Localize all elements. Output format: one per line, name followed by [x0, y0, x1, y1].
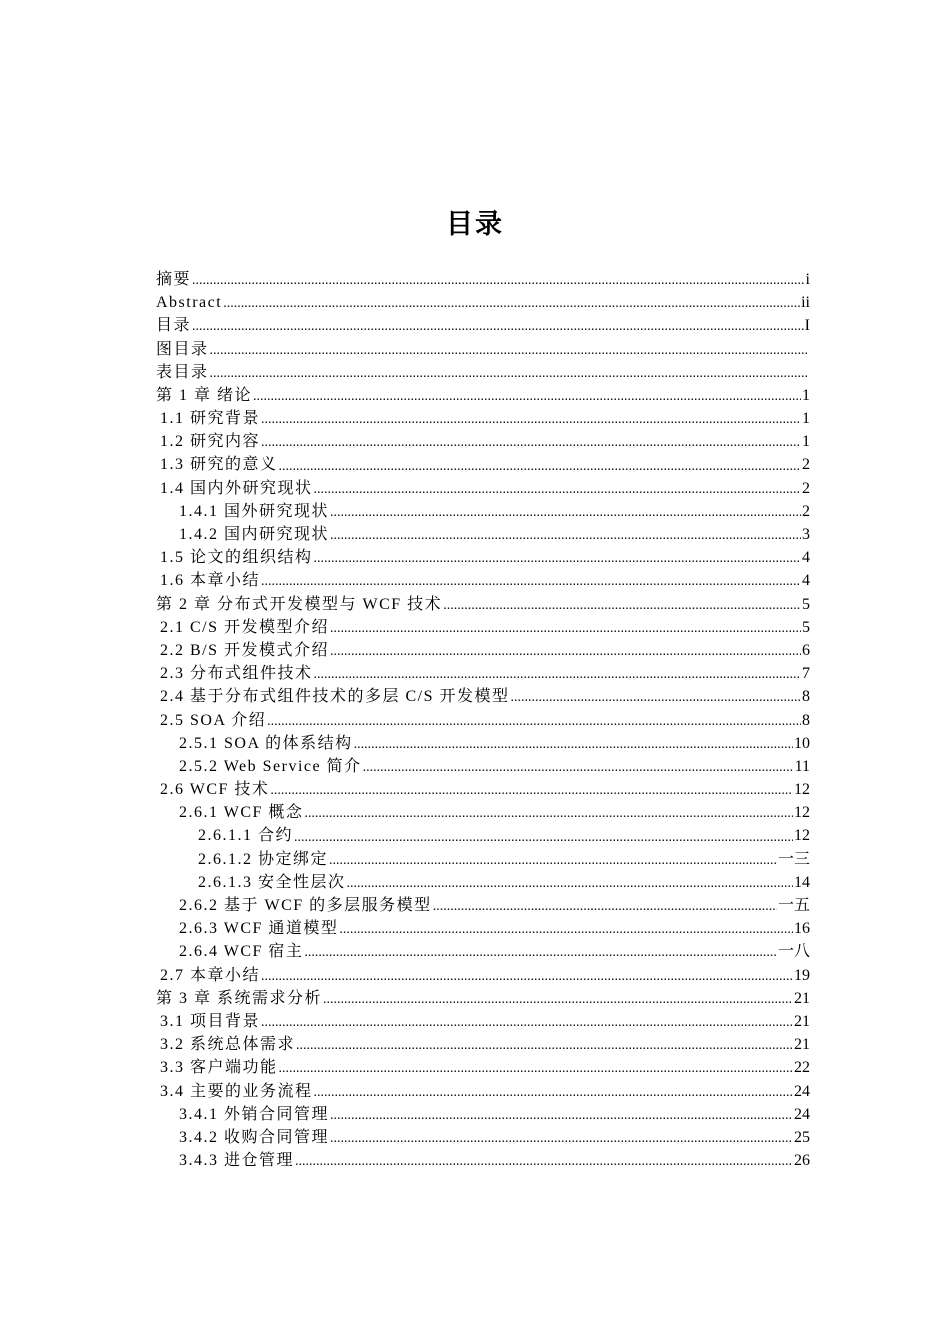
toc-entry-page-number: 12 [794, 827, 810, 845]
toc-dot-leader [314, 1080, 793, 1103]
toc-entry[interactable] [156, 801, 810, 824]
toc-entry-label: 2.5 SOA 介绍 [160, 711, 267, 729]
toc-dot-leader [270, 778, 793, 801]
table-of-contents [156, 268, 810, 1172]
toc-entry-label: 2.6.1.2 协定绑定 [198, 850, 329, 868]
toc-entry[interactable] [156, 314, 810, 337]
toc-entry[interactable] [156, 732, 810, 755]
toc-dot-leader [253, 384, 801, 407]
toc-entry-page-number: 12 [794, 804, 810, 822]
toc-entry-page-number: 一五 [777, 897, 810, 915]
toc-entry-label: 1.3 研究的意义 [160, 456, 278, 474]
toc-dot-leader [295, 1149, 793, 1172]
toc-entry[interactable] [156, 778, 810, 801]
toc-entry[interactable] [156, 593, 810, 616]
toc-entry-page-number: 21 [794, 1036, 810, 1054]
toc-dot-leader [433, 894, 777, 917]
toc-dot-leader [323, 987, 793, 1010]
toc-dot-leader [314, 546, 801, 569]
toc-dot-leader [304, 801, 793, 824]
toc-entry-page-number: 25 [794, 1128, 810, 1146]
toc-dot-leader [261, 569, 801, 592]
toc-entry[interactable] [156, 500, 810, 523]
toc-entry[interactable] [156, 1126, 810, 1149]
toc-entry[interactable] [156, 430, 810, 453]
toc-entry-page-number: 8 [802, 711, 810, 729]
toc-entry-label: 1.5 论文的组织结构 [160, 549, 313, 567]
toc-entry-label: 1.1 研究背景 [160, 410, 261, 428]
toc-dot-leader [294, 825, 793, 848]
toc-dot-leader [279, 454, 801, 477]
toc-entry[interactable] [156, 685, 810, 708]
toc-entry-label: 3.2 系统总体需求 [160, 1036, 296, 1054]
toc-entry-page-number: 1 [802, 386, 810, 404]
toc-entry-page-number: 一八 [777, 943, 810, 961]
toc-entry[interactable] [156, 569, 810, 592]
toc-entry-page-number: 22 [794, 1059, 810, 1077]
toc-entry[interactable] [156, 639, 810, 662]
toc-entry[interactable] [156, 825, 810, 848]
toc-dot-leader [330, 616, 801, 639]
toc-dot-leader [267, 709, 801, 732]
toc-dot-leader [210, 361, 809, 384]
toc-entry-page-number: 12 [794, 781, 810, 799]
toc-entry-page-number: 1 [802, 433, 810, 451]
toc-dot-leader [330, 1103, 793, 1126]
toc-entry[interactable] [156, 384, 810, 407]
toc-dot-leader [261, 964, 793, 987]
toc-dot-leader [354, 732, 793, 755]
toc-dot-leader [511, 685, 801, 708]
toc-dot-leader [261, 407, 801, 430]
toc-entry-page-number: 14 [794, 873, 810, 891]
toc-entry-page-number: 21 [794, 989, 810, 1007]
toc-entry-page-number: 一三 [777, 850, 810, 868]
toc-entry[interactable] [156, 709, 810, 732]
toc-entry[interactable] [156, 1103, 810, 1126]
toc-dot-leader [443, 593, 801, 616]
toc-dot-leader [261, 1010, 793, 1033]
toc-entry-label: 2.6.1 WCF 概念 [179, 804, 304, 822]
toc-entry-label: 图目录 [156, 340, 209, 358]
toc-dot-leader [330, 523, 801, 546]
toc-entry-label: 3.1 项目背景 [160, 1012, 261, 1030]
toc-entry-label: 1.4.1 国外研究现状 [179, 502, 330, 520]
toc-entry[interactable] [156, 1010, 810, 1033]
toc-entry-label: 1.4.2 国内研究现状 [179, 526, 330, 544]
toc-entry-page-number: ii [801, 294, 810, 312]
toc-entry-label: 1.6 本章小结 [160, 572, 261, 590]
toc-dot-leader [339, 917, 793, 940]
toc-entry-label: 2.5.2 Web Service 简介 [179, 757, 362, 775]
toc-entry-label: 2.6.1.1 合约 [198, 827, 294, 845]
toc-entry-label: 2.7 本章小结 [160, 966, 261, 984]
toc-dot-leader [330, 639, 801, 662]
toc-entry-label: 3.4 主要的业务流程 [160, 1082, 313, 1100]
toc-entry-label: 2.6.1.3 安全性层次 [198, 873, 346, 891]
toc-entry[interactable] [156, 268, 810, 291]
toc-entry-page-number: 5 [802, 618, 810, 636]
toc-dot-leader [347, 871, 793, 894]
toc-entry[interactable] [156, 338, 810, 361]
toc-entry-label: 目录 [156, 317, 192, 335]
toc-entry[interactable] [156, 755, 810, 778]
toc-entry-label: 2.6 WCF 技术 [160, 781, 270, 799]
toc-entry-page-number: I [804, 317, 810, 335]
toc-entry-page-number: 5 [802, 595, 810, 613]
toc-entry[interactable] [156, 523, 810, 546]
toc-entry-page-number: 16 [794, 920, 810, 938]
toc-entry-page-number: 19 [794, 966, 810, 984]
toc-dot-leader [223, 291, 800, 314]
toc-entry-page-number: 11 [794, 757, 810, 775]
toc-entry-label: 1.4 国内外研究现状 [160, 479, 313, 497]
toc-entry-label: 表目录 [156, 363, 209, 381]
toc-entry[interactable] [156, 1149, 810, 1172]
toc-dot-leader [314, 477, 801, 500]
toc-entry-page-number: 3 [802, 526, 810, 544]
toc-entry-page-number: 26 [794, 1152, 810, 1170]
toc-entry[interactable] [156, 616, 810, 639]
toc-dot-leader [261, 430, 801, 453]
toc-entry-page-number: 8 [802, 688, 810, 706]
toc-entry-page-number: 2 [802, 479, 810, 497]
toc-entry-label: 2.6.4 WCF 宿主 [179, 943, 304, 961]
toc-entry-page-number: 1 [802, 410, 810, 428]
toc-entry-label: 摘要 [156, 270, 192, 288]
toc-entry[interactable] [156, 407, 810, 430]
toc-entry-page-number: 4 [802, 572, 810, 590]
toc-entry-page-number: 2 [802, 502, 810, 520]
toc-entry-label: 3.4.2 收购合同管理 [179, 1128, 330, 1146]
toc-entry[interactable] [156, 940, 810, 963]
toc-entry[interactable] [156, 361, 810, 384]
toc-entry[interactable] [156, 477, 810, 500]
toc-entry-label: 2.3 分布式组件技术 [160, 665, 313, 683]
toc-entry-label: 3.3 客户端功能 [160, 1059, 278, 1077]
toc-entry[interactable] [156, 894, 810, 917]
toc-dot-leader [363, 755, 794, 778]
page-title: 目录 [446, 209, 504, 240]
toc-entry-label: 2.5.1 SOA 的体系结构 [179, 734, 353, 752]
toc-entry[interactable] [156, 848, 810, 871]
toc-entry-label: Abstract [156, 294, 223, 312]
toc-entry-page-number: 24 [794, 1082, 810, 1100]
toc-entry[interactable] [156, 1056, 810, 1079]
toc-dot-leader [330, 500, 801, 523]
toc-dot-leader [192, 268, 805, 291]
toc-entry-label: 2.6.2 基于 WCF 的多层服务模型 [179, 897, 432, 915]
toc-dot-leader [329, 848, 777, 871]
toc-entry-label: 2.1 C/S 开发模型介绍 [160, 618, 330, 636]
toc-entry-label: 3.4.1 外销合同管理 [179, 1105, 330, 1123]
toc-entry-page-number: 10 [794, 734, 810, 752]
toc-entry-page-number: 6 [802, 641, 810, 659]
toc-dot-leader [296, 1033, 793, 1056]
toc-entry[interactable] [156, 546, 810, 569]
toc-entry-page-number: 4 [802, 549, 810, 567]
toc-entry-label: 第 2 章 分布式开发模型与 WCF 技术 [156, 595, 443, 613]
toc-dot-leader [192, 314, 804, 337]
toc-entry[interactable] [156, 1080, 810, 1103]
toc-dot-leader [279, 1056, 793, 1079]
toc-entry[interactable] [156, 291, 810, 314]
toc-entry-label: 第 3 章 系统需求分析 [156, 989, 323, 1007]
toc-entry[interactable] [156, 917, 810, 940]
toc-entry[interactable] [156, 987, 810, 1010]
toc-entry[interactable] [156, 662, 810, 685]
toc-entry-label: 2.6.3 WCF 通道模型 [179, 920, 339, 938]
toc-entry[interactable] [156, 871, 810, 894]
toc-entry-page-number: 24 [794, 1105, 810, 1123]
toc-dot-leader [210, 338, 809, 361]
toc-entry-label: 3.4.3 进仓管理 [179, 1152, 295, 1170]
toc-entry-page-number: i [805, 270, 810, 288]
toc-dot-leader [304, 940, 777, 963]
toc-entry[interactable] [156, 964, 810, 987]
toc-entry-page-number: 2 [802, 456, 810, 474]
toc-dot-leader [314, 662, 801, 685]
toc-entry[interactable] [156, 454, 810, 477]
toc-entry-label: 第 1 章 绪论 [156, 386, 253, 404]
toc-entry-page-number: 21 [794, 1012, 810, 1030]
toc-entry-label: 1.2 研究内容 [160, 433, 261, 451]
toc-entry-page-number: 7 [802, 665, 810, 683]
toc-entry-label: 2.2 B/S 开发模式介绍 [160, 641, 330, 659]
toc-dot-leader [330, 1126, 793, 1149]
toc-entry-label: 2.4 基于分布式组件技术的多层 C/S 开发模型 [160, 688, 510, 706]
toc-entry[interactable] [156, 1033, 810, 1056]
